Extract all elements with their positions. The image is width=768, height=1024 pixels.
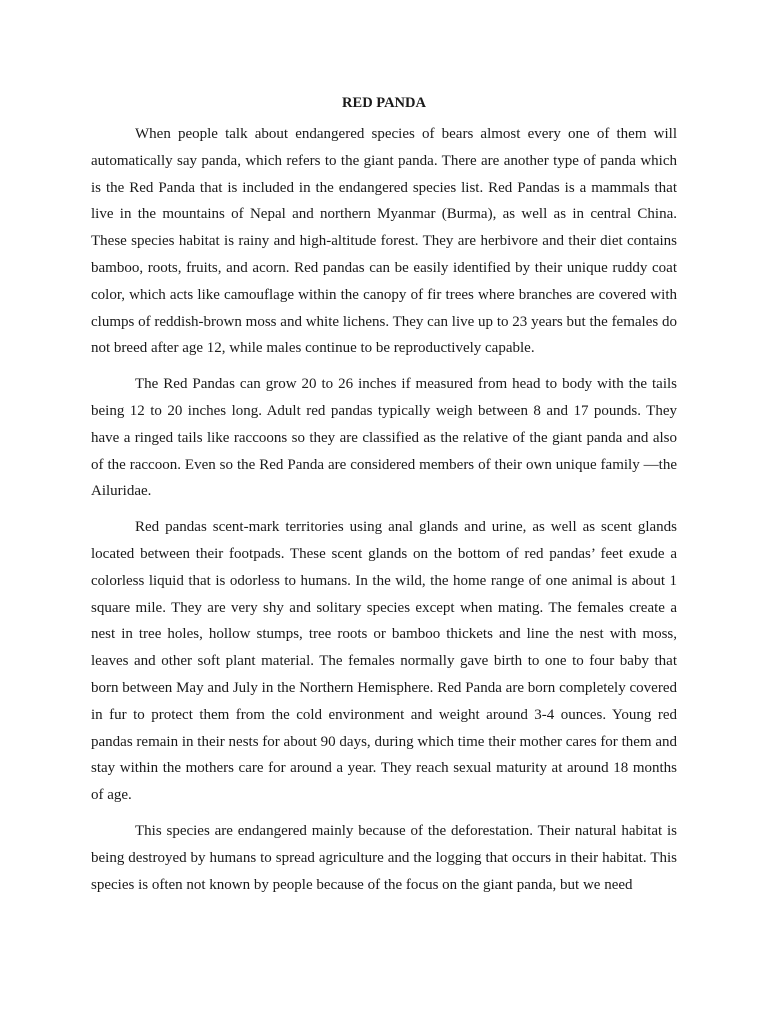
document-body [91, 94, 677, 907]
paragraph-4: This species are endangered mainly because of the deforestation. Their natural habitat is being destroyed by humans to spread agriculture and the logging that occurs in their habitat. This species is often not known by people because of the focus on the giant panda, but we need [91, 822, 677, 893]
paragraph-2: The Red Pandas can grow 20 to 26 inches if measured from head to body with the tails being 12 to 20 inches long. Adult red pandas typically weigh between 8 and 17 pounds. They have a ringed tails like raccoons so they are classified as the relative of the giant panda and also of the raccoon. Even so the Red Panda are considered members of their own unique family —the Ailuridae. [91, 376, 677, 500]
paragraph-3: Red pandas scent-mark territories using anal glands and urine, as well as scent glands located between their footpads. These scent glands on the bottom of red pandas’ feet exude a colorless liquid that is odorless to humans. In the wild, the home range of one animal is about 1 square mile. They are very shy and solitary species except when mating. The females create a nest in tree holes, hollow stumps, tree roots or bamboo thickets and line the nest with moss, leaves and other soft plant material. The females normally gave birth to one to four baby that born between May and July in the Northern Hemisphere. Red Panda are born completely covered in fur to protect them from the cold environment and weight around 3-4 ounces. Young red pandas remain in their nests for about 90 days, during which time their mother cares for them and stay within the mothers care for around a year. They reach sexual maturity at around 18 months of age. [91, 519, 677, 804]
document-title: RED PANDA [342, 95, 426, 111]
paragraph-1: When people talk about endangered species of bears almost every one of them will automatically say panda, which refers to the giant panda. There are another type of panda which is the Red Panda that is included in the endangered species list. Red Pandas is a mammals that live in the mountains of Nepal and northern Myanmar (Burma), as well as in central China. These species habitat is rainy and high-altitude forest. They are herbivore and their diet contains bamboo, roots, fruits, and acorn. Red pandas can be easily identified by their unique ruddy coat color, which acts like camouflage within the canopy of fir trees where branches are covered with clumps of reddish-brown moss and white lichens. They can live up to 23 years but the females do not breed after age 12, while males continue to be reproductively capable. [91, 126, 677, 357]
